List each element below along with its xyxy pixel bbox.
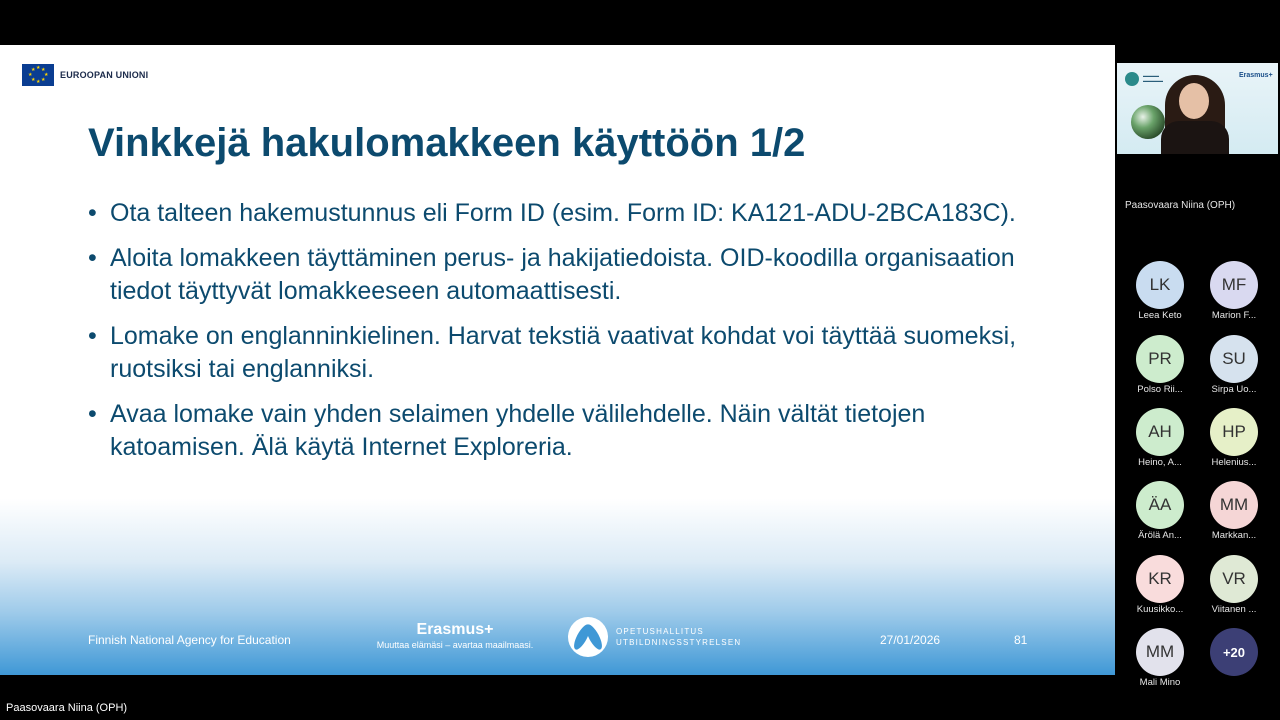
participant-tile[interactable] [1202, 555, 1266, 615]
participant-tile[interactable] [1128, 335, 1192, 395]
participant-tile[interactable] [1202, 261, 1266, 321]
participant-name: Helenius... [1211, 457, 1257, 468]
avatar: AH [1136, 408, 1184, 456]
participant-tile[interactable] [1128, 628, 1192, 688]
more-participants-button[interactable] [1202, 628, 1266, 676]
avatar: SU [1210, 335, 1258, 383]
logo-icon [1125, 72, 1139, 86]
avatar: PR [1136, 335, 1184, 383]
participant-tile[interactable] [1128, 555, 1192, 615]
participant-tile[interactable] [1128, 261, 1192, 321]
presenter-video[interactable] [1117, 63, 1278, 154]
slide-title: Vinkkejä hakulomakkeen käyttöön 1/2 [88, 121, 806, 165]
avatar: VR [1210, 555, 1258, 603]
presenter-name-panel: Paasovaara Niina (OPH) [1125, 200, 1236, 211]
background-text: ▬▬▬▬ ▬▬▬▬▬ [1143, 73, 1163, 83]
participant-tile[interactable] [1202, 481, 1266, 541]
participant-name: Heino, A... [1138, 457, 1182, 468]
participant-name: Sirpa Uo... [1211, 384, 1257, 395]
participant-name: Kuusikko... [1136, 604, 1184, 615]
eu-branding [22, 64, 148, 86]
oph-line2: UTBILDNINGSSTYRELSEN [616, 638, 742, 647]
globe-icon [1131, 105, 1165, 139]
bullet-item: • Avaa lomake vain yhden selaimen yhdelle välilehdelle. Näin vältät tietojen katoamisen. Älä käytä Internet Exploreria. [88, 398, 1058, 464]
avatar: MM [1136, 628, 1184, 676]
participant-name: Mali Mino [1139, 677, 1181, 688]
eu-flag-icon: ★ ★ ★ ★ ★ ★ ★ ★ [22, 64, 54, 86]
participant-name: Markkan... [1211, 530, 1257, 541]
agency-name: Finnish National Agency for Education [88, 633, 291, 647]
participant-name: Marion F... [1211, 310, 1257, 321]
bullet-item: • Lomake on englanninkielinen. Harvat tekstiä vaativat kohdat voi täyttää suomeksi, ruotsiksi tai englanniksi. [88, 320, 1058, 386]
video-erasmus-label: Erasmus+ [1239, 72, 1273, 79]
avatar: MF [1210, 261, 1258, 309]
bullet-list [88, 197, 1058, 476]
erasmus-name: Erasmus+ [416, 621, 494, 638]
oph-logo [568, 617, 741, 657]
participant-name: Leea Keto [1138, 310, 1182, 321]
slide-date: 27/01/2026 [880, 633, 941, 647]
bullet-item: • Ota talteen hakemustunnus eli Form ID (esim. Form ID: KA121-ADU-2BCA183C). [88, 197, 1058, 230]
slide-page-number: 81 [1014, 633, 1028, 647]
participant-tile[interactable] [1128, 408, 1192, 468]
presenter-name-bottom: Paasovaara Niina (OPH) [6, 702, 128, 714]
presenter-face [1179, 83, 1209, 119]
oph-line1: OPETUSHALLITUS [616, 627, 704, 636]
avatar: ÄA [1136, 481, 1184, 529]
bullet-item: • Aloita lomakkeen täyttäminen perus- ja hakijatiedoista. OID-koodilla organisaation tiedot täyttyvät lomakkeeseen automaattisesti. [88, 242, 1058, 308]
presenter-body [1161, 121, 1229, 154]
participant-name: Ärölä An... [1138, 530, 1182, 541]
avatar: KR [1136, 555, 1184, 603]
avatar: LK [1136, 261, 1184, 309]
avatar: HP [1210, 408, 1258, 456]
oph-emblem-icon [568, 617, 608, 657]
participant-tile[interactable] [1128, 481, 1192, 541]
participant-name: Polso Rii... [1137, 384, 1183, 395]
erasmus-tagline: Muuttaa elämäsi – avartaa maailmaasi. [376, 640, 534, 650]
presentation-slide [0, 45, 1115, 675]
eu-label: EUROOPAN UNIONI [60, 70, 149, 80]
avatar: MM [1210, 481, 1258, 529]
more-participants-count: +20 [1210, 628, 1258, 676]
participant-name: Viitanen ... [1211, 604, 1257, 615]
participant-tile[interactable] [1202, 335, 1266, 395]
erasmus-logo [375, 621, 535, 650]
participant-tile[interactable] [1202, 408, 1266, 468]
